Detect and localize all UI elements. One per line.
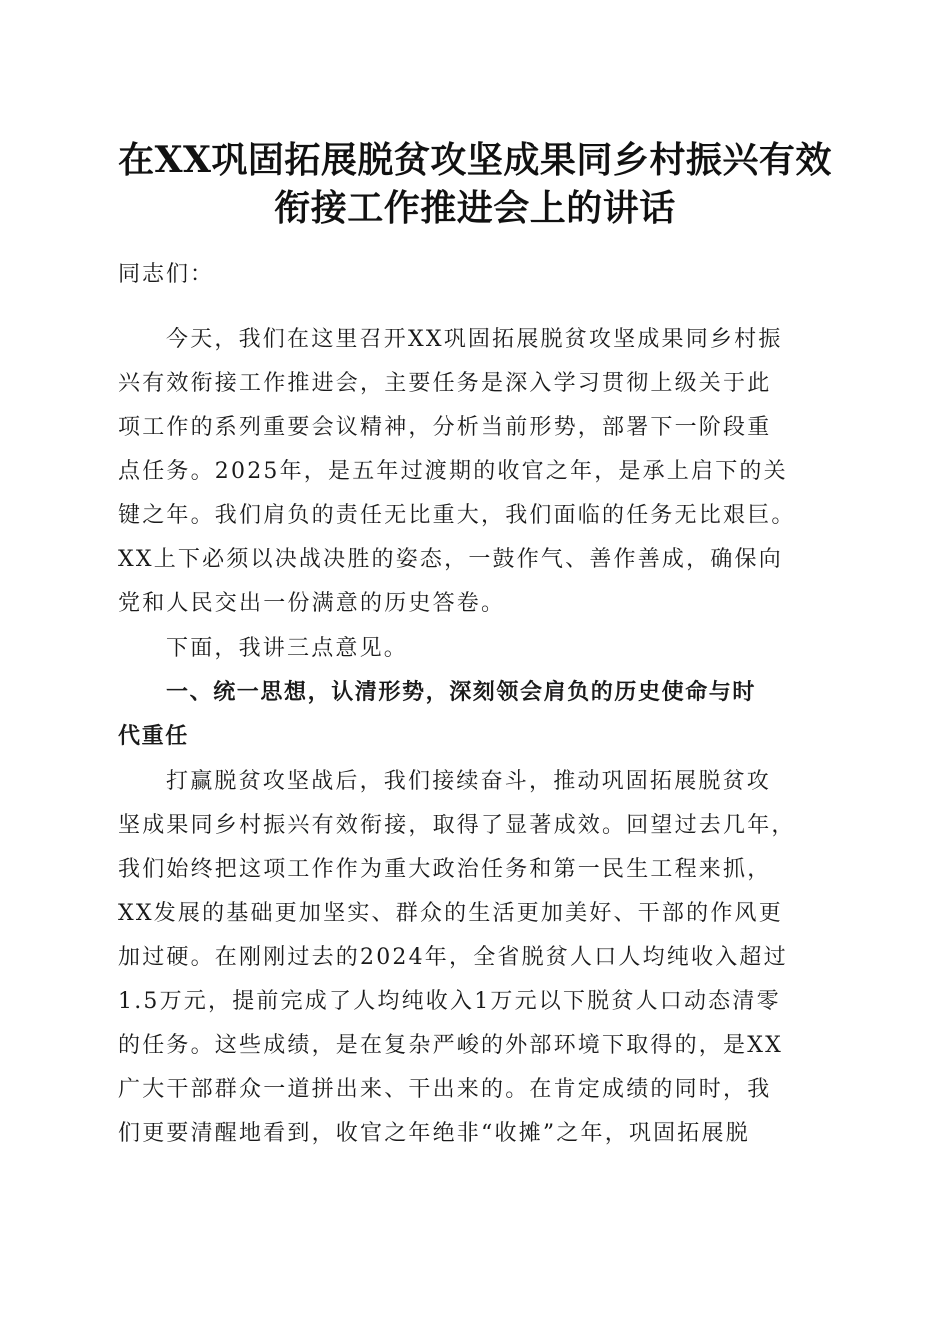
salutation: 同志们： [118, 262, 215, 287]
paragraph-line: 坚成果同乡村振兴有效衔接，取得了显著成效。回望过去几年， [118, 813, 796, 838]
paragraph-line: 加过硬。在刚刚过去的2024年，全省脱贫人口人均纯收入超过 [118, 945, 788, 970]
document-title-line-2: 衔接工作推进会上的讲话 [274, 187, 676, 229]
paragraph-line: 们更要清醒地看到，收官之年绝非“收摊”之年，巩固拓展脱 [118, 1121, 750, 1146]
paragraph-line: 兴有效衔接工作推进会，主要任务是深入学习贯彻上级关于此 [118, 371, 772, 396]
paragraph-line: 点任务。2025年，是五年过渡期的收官之年，是承上启下的关 [118, 459, 788, 484]
document-title-line-1: 在XX巩固拓展脱贫攻坚成果同乡村振兴有效 [118, 139, 832, 181]
paragraph-line: 今天，我们在这里召开XX巩固拓展脱贫攻坚成果同乡村振 [166, 327, 783, 352]
paragraph-line: 下面，我讲三点意见。 [166, 636, 409, 661]
paragraph-line: 打赢脱贫攻坚战后，我们接续奋斗，推动巩固拓展脱贫攻 [166, 769, 772, 794]
paragraph-line: 1.5万元，提前完成了人均纯收入1万元以下脱贫人口动态清零 [118, 989, 781, 1014]
section-heading-1 [118, 671, 833, 759]
paragraph-transition [118, 627, 833, 671]
paragraph-line: 项工作的系列重要会议精神，分析当前形势，部署下一阶段重 [118, 415, 772, 440]
heading-line: 代重任 [118, 724, 189, 749]
paragraph-line: 广大干部群众一道拼出来、干出来的。在肯定成绩的同时，我 [118, 1077, 772, 1102]
paragraph-line: 党和人民交出一份满意的历史答卷。 [118, 591, 506, 616]
paragraph-line: 键之年。我们肩负的责任无比重大，我们面临的任务无比艰巨。 [118, 503, 796, 528]
paragraph-opening [118, 318, 833, 626]
paragraph-line: XX上下必须以决战决胜的姿态，一鼓作气、善作善成，确保向 [118, 547, 783, 572]
paragraph-section-1 [118, 760, 833, 1156]
paragraph-line: XX发展的基础更加坚实、群众的生活更加美好、干部的作风更 [118, 901, 783, 926]
paragraph-line: 我们始终把这项工作作为重大政治任务和第一民生工程来抓， [118, 857, 772, 882]
paragraph-line: 的任务。这些成绩，是在复杂严峻的外部环境下取得的，是XX [118, 1033, 783, 1058]
heading-line: 一、统一思想，认清形势，深刻领会肩负的历史使命与时 [166, 680, 757, 705]
